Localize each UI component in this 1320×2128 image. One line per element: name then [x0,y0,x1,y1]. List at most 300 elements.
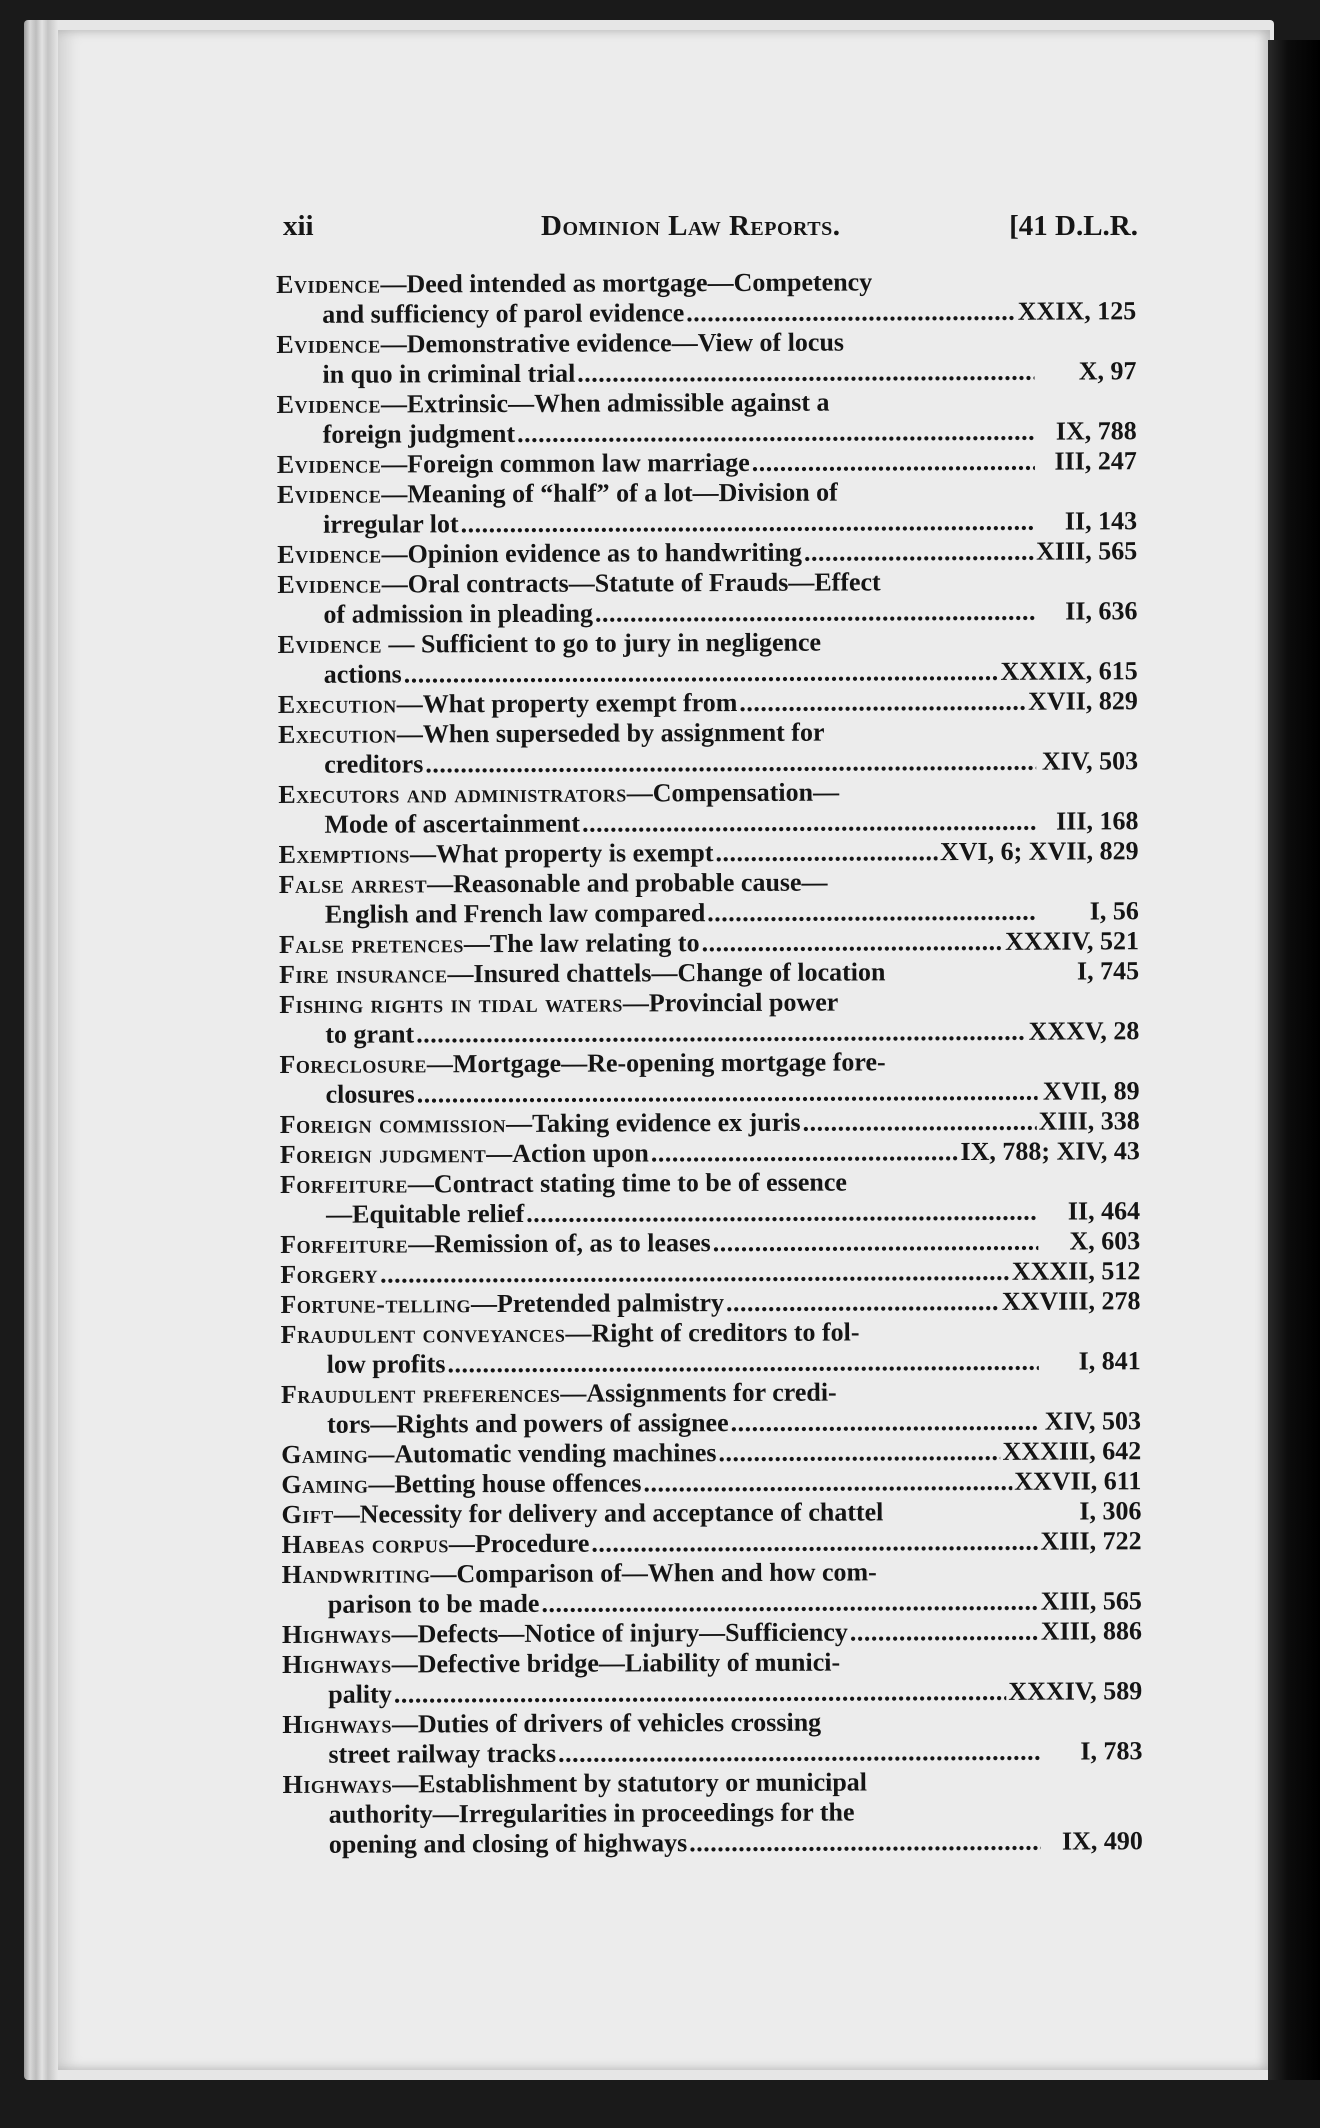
entry-heading: Evidence [276,329,381,359]
entry-line [282,1646,1142,1680]
index-entry [278,776,1138,840]
entry-text-run [279,1047,885,1080]
entry-text-run [279,988,838,1020]
entry-heading: Highways [282,1649,392,1679]
entry-text-run [281,1529,589,1560]
entry-text-run [324,659,402,689]
volume-page-reference: XIII, 338 [1038,1106,1140,1136]
entry-text: —Defective bridge—Liability of munici- [391,1647,841,1679]
index-entry [280,1136,1140,1170]
entry-line [281,1496,1141,1530]
index-entry [278,716,1138,780]
entry-heading: Foreclosure [279,1049,427,1079]
entry-line [280,1076,1140,1110]
entry-line [281,1406,1141,1440]
entry-text: —Comparison of—When and how com- [430,1557,877,1589]
running-title: Dominion Law Reports. [541,210,841,242]
entry-text-run [325,1019,414,1049]
entry-text: —Equitable relief [326,1198,525,1229]
entry-text: parison to be made [327,1588,540,1619]
entry-text: opening and closing of highways [328,1828,688,1859]
leader-dots [651,1137,959,1168]
entry-text-run [277,538,802,570]
entry-heading: Forgery [280,1259,379,1289]
entry-line [276,356,1136,390]
entry-heading: Highways [282,1709,393,1739]
leader-dots [752,447,1035,478]
index-entry [277,446,1137,480]
entry-text-run [278,628,822,660]
entry-text: actions [323,659,402,689]
entry-text-run [282,1557,877,1590]
volume-page-reference: XXXIV, 521 [1004,926,1139,956]
entry-text-run [281,1468,641,1500]
index-entry [280,1286,1140,1320]
entry-heading: Foreign judgment [279,1139,487,1169]
index-entry [280,1256,1140,1290]
leader-dots [804,537,1034,568]
entry-text-run [280,1168,847,1200]
entry-text: closures [325,1079,415,1109]
entry-text: —Remission of, as to leases [408,1228,711,1259]
entry-line [276,326,1136,360]
entry-text: —Automatic vending machines [368,1438,717,1469]
volume-reference: [41 D.L.R. [1009,210,1138,242]
volume-page-reference: XVII, 89 [1042,1076,1140,1106]
entry-heading: False pretences [278,929,464,959]
entry-text: —Taking evidence ex juris [506,1107,801,1139]
entry-text: —Pretended palmistry [470,1288,725,1319]
volume-page-reference: II, 143 [1064,506,1138,536]
leader-dots [558,1737,1040,1769]
entry-text-run [283,1767,868,1800]
book-binding-shadow [1268,40,1320,2080]
entry-line [282,1706,1142,1740]
index-entry [278,836,1138,870]
volume-page-reference: II, 636 [1065,596,1138,626]
index-entry [281,1436,1141,1470]
volume-page-reference: III, 247 [1054,446,1137,476]
entry-line [278,686,1138,720]
leader-dots [577,357,1034,389]
entry-text-run [278,838,713,870]
entry-text: —When superseded by assignment for [396,717,825,749]
entry-heading: Evidence [277,539,382,569]
index-entry [279,1046,1139,1110]
entry-text: —Assignments for credi- [560,1377,837,1408]
leader-dots [731,1407,1040,1438]
entry-heading: Evidence [276,389,382,419]
leader-dots [595,597,1036,629]
entry-line [279,986,1139,1020]
leader-dots [404,657,999,690]
entry-text: —What property is exempt [409,838,714,869]
entry-text: —Duties of drivers of vehicles crossing [391,1707,822,1739]
index-entry [282,1556,1142,1620]
entry-line [281,1526,1141,1560]
index-entry [283,1766,1143,1860]
entry-text: —Right of creditors to fol- [565,1317,860,1348]
entry-text-run [280,1108,801,1140]
entry-text-run [280,1228,711,1260]
entry-text: —Demonstrative evidence—View of locus [380,327,845,359]
leader-dots [803,1107,1037,1138]
leader-dots [591,1527,1038,1559]
entry-heading: Gaming [281,1439,369,1469]
entry-text: English and French law compared [324,898,706,929]
entry-heading: Gift [281,1499,334,1529]
entry-heading: Forfeiture [280,1229,409,1259]
index-entry [277,386,1137,450]
entry-text: —Deed intended as mortgage—Competency [380,267,873,299]
entry-heading: Evidence [276,269,381,299]
entry-text-run [278,718,825,750]
entry-heading: Evidence [276,479,382,509]
entry-text-run [327,1408,729,1440]
volume-page-reference: X, 603 [1069,1226,1141,1256]
volume-page-reference: XIII, 565 [1040,1586,1142,1616]
entry-text-run [323,509,459,540]
entry-text-run [328,1739,556,1770]
volume-page-reference: XXXIV, 589 [1008,1676,1143,1706]
entry-text-run [278,778,839,810]
entry-line [277,536,1137,570]
entry-line [278,716,1138,750]
leader-dots [517,417,1035,449]
entry-text-run [326,1199,524,1230]
entry-line [280,1286,1140,1320]
entry-text: —Opinion evidence as to handwriting [381,537,803,569]
entry-line [280,1196,1140,1230]
entry-gap [883,1520,1041,1521]
entry-text: creditors [324,749,424,779]
leader-dots [582,807,1037,839]
entry-line [278,776,1138,810]
leader-dots [702,927,1004,958]
entry-text-run [277,567,880,600]
entry-heading: Fire insurance [279,959,448,989]
entry-line [279,956,1139,990]
volume-page-reference: I, 56 [1089,896,1139,926]
volume-page-reference: XIII, 565 [1036,536,1138,566]
entry-text: —Necessity for delivery and acceptance of chattel [333,1497,884,1529]
volume-page-reference: XVI, 6; XVII, 829 [939,836,1139,867]
entry-text-run [279,868,828,900]
index-entry [282,1706,1142,1770]
entry-text: tors—Rights and powers of assignee [326,1408,729,1439]
entry-text-run [277,388,830,420]
entry-line [277,446,1137,480]
index-entry [281,1496,1141,1530]
volume-page-reference: X, 97 [1078,356,1137,386]
entry-heading: Foreign commission [279,1109,507,1139]
entry-line [280,1256,1140,1290]
entry-line [282,1616,1142,1650]
entry-heading: Highways [282,1769,393,1799]
entry-text-run [322,359,575,390]
running-header [283,210,1138,250]
leader-dots [416,1017,1027,1050]
leader-dots [689,1827,1041,1859]
index-entries [276,266,1143,1860]
entry-line [277,566,1137,600]
index-entry [278,626,1138,690]
entry-heading: Fishing rights in tidal waters [279,988,623,1019]
entry-line [278,626,1138,660]
entry-text: — Sufficient to go to jury in negligence [381,627,822,659]
entry-heading: Habeas corpus [281,1529,449,1559]
entry-heading: Evidence [277,629,383,659]
entry-text-run [323,419,515,450]
entry-text-run [328,1589,540,1620]
entry-line [279,1016,1139,1050]
entry-text: in quo in criminal trial [322,358,576,389]
entry-line [278,746,1138,780]
entry-heading: False arrest [278,869,428,899]
entry-text-run [329,1828,687,1860]
volume-page-reference: XXIX, 125 [1017,296,1137,326]
index-entry [282,1616,1142,1650]
entry-line [279,866,1139,900]
leader-dots [850,1617,1039,1648]
entry-line [283,1826,1143,1860]
index-entry [279,956,1139,990]
volume-page-reference: XIII, 886 [1040,1616,1143,1646]
entry-text: —Establishment by statutory or municipal [392,1767,868,1799]
entry-text: —Foreign common law marriage [381,447,750,479]
entry-text-run [281,1378,837,1410]
page-folio: xii [283,210,314,242]
entry-text-run [281,1438,716,1470]
entry-text: —Meaning of “half” of a lot—Division of [381,477,838,509]
leader-dots [739,687,1026,718]
leader-dots [425,747,1036,780]
entry-line [282,1586,1142,1620]
entry-text-run [328,1680,392,1710]
entry-text-run [324,809,580,840]
volume-page-reference: IX, 788 [1055,416,1137,446]
index-entry [281,1466,1141,1500]
entry-text: —Provincial power [622,987,839,1018]
entry-line [277,596,1137,630]
entry-text: authority—Irregularities in proceedings for the [328,1797,855,1829]
leader-dots [526,1197,1038,1229]
entry-text: foreign judgment [322,418,516,449]
volume-page-reference: I, 841 [1078,1346,1141,1376]
volume-page-reference: IX, 490 [1061,1826,1143,1856]
entry-line [277,506,1137,540]
entry-text-run [323,599,593,630]
entry-text-run [282,1648,840,1680]
entry-line [282,1556,1142,1590]
leader-dots [715,837,938,868]
entry-text-run [277,478,838,510]
entry-text-run [280,1288,724,1320]
leader-dots [643,1467,1012,1499]
entry-text: —Reasonable and probable cause— [427,867,828,899]
leader-dots [380,1257,1010,1290]
entry-line [282,1676,1142,1710]
entry-line [279,896,1139,930]
volume-page-reference: XIV, 503 [1044,1406,1142,1436]
index-entry [276,266,1136,330]
entry-line [279,1046,1139,1080]
entry-line [278,806,1138,840]
entry-line [277,476,1137,510]
entry-text: of admission in pleading [323,598,594,629]
entry-text-run [280,1138,649,1170]
entry-text: Mode of ascertainment [324,808,581,839]
index-entry [277,566,1137,630]
entry-text: to grant [325,1019,415,1049]
entry-text: —Defects—Notice of injury—Sufficiency [391,1617,848,1649]
volume-page-reference: XXVII, 611 [1014,1466,1142,1496]
entry-line [278,656,1138,690]
entry-text: —The law relating to [463,928,700,959]
entry-text: low profits [326,1349,446,1379]
leader-dots [417,1077,1038,1110]
entry-text: —Mortgage—Re-opening mortgage fore- [426,1047,886,1079]
entry-text-run [277,448,750,480]
entry-heading: Forfeiture [279,1169,408,1199]
leader-dots [707,897,1037,928]
entry-text: —Extrinsic—When admissible against a [380,387,830,419]
leader-dots [686,297,1016,328]
entry-heading: Handwriting [281,1559,431,1589]
entry-text-run [279,957,885,990]
leader-dots [394,1677,1007,1710]
entry-heading: Fortune-telling [280,1289,472,1319]
volume-page-reference: XXVIII, 278 [1001,1286,1141,1316]
entry-text-run [326,1079,415,1109]
entry-text: —Action upon [486,1138,649,1169]
entry-text-run [329,1797,855,1829]
entry-text-run [281,1497,883,1530]
entry-text: pality [328,1679,392,1709]
entry-line [276,266,1136,300]
volume-page-reference: I, 306 [1079,1496,1142,1526]
entry-text: —Betting house offences [368,1468,642,1499]
entry-heading: Fraudulent conveyances [280,1318,566,1349]
index-entry [280,1226,1140,1260]
leader-dots [447,1347,1038,1380]
entry-text: —Compensation— [626,777,840,808]
leader-dots [713,1227,1039,1258]
entry-text-run [280,1260,378,1290]
entry-heading: Execution [277,719,397,749]
entry-text-run [325,898,706,930]
leader-dots [541,1587,1038,1619]
entry-line [277,416,1137,450]
volume-page-reference: XVII, 829 [1028,686,1138,716]
entry-text-run [282,1618,848,1650]
entry-line [281,1436,1141,1470]
index-entry [282,1646,1142,1710]
volume-page-reference: I, 783 [1080,1736,1143,1766]
entry-line [281,1346,1141,1380]
index-entry [281,1316,1141,1380]
volume-page-reference: I, 745 [1076,956,1140,986]
entry-text: —What property exempt from [396,687,738,719]
volume-page-reference: XIII, 722 [1040,1526,1142,1556]
entry-text: —Oral contracts—Statute of Frauds—Effect [381,567,881,599]
entry-heading: Evidence [277,569,382,599]
volume-page-reference: XIV, 503 [1041,746,1139,776]
index-entry [280,1106,1140,1140]
entry-line [280,1166,1140,1200]
index-entry [277,536,1137,570]
entry-line [281,1316,1141,1350]
entry-text-run [327,1349,446,1380]
volume-page-reference: XXXIX, 615 [1000,656,1138,686]
entry-text: —Procedure [448,1528,590,1559]
entry-text: street railway tracks [328,1738,557,1769]
volume-page-reference: XXXII, 512 [1011,1256,1141,1286]
entry-gap [885,980,1039,981]
index-entry [281,1376,1141,1440]
entry-line [279,926,1139,960]
entry-text: and sufficiency of parol evidence [322,298,685,329]
entry-line [280,1226,1140,1260]
entry-text-run [276,267,872,300]
entry-text-run [281,1317,860,1350]
entry-line [283,1766,1143,1800]
index-entry [279,986,1139,1050]
leader-dots [726,1287,1000,1318]
entry-line [276,296,1136,330]
index-entry [279,866,1139,930]
entry-heading: Exemptions [278,839,410,869]
index-entry [280,1166,1140,1230]
entry-heading: Highways [281,1619,392,1649]
entry-heading: Gaming [281,1469,369,1499]
entry-text-run [324,749,423,779]
volume-page-reference: II, 464 [1067,1196,1141,1226]
entry-text-run [282,1708,821,1740]
entry-text-run [278,688,738,720]
volume-page-reference: XXXIII, 642 [1002,1436,1142,1466]
entry-text-run [276,328,844,360]
volume-page-reference: IX, 788; XIV, 43 [960,1136,1140,1167]
entry-line [283,1796,1143,1830]
entry-text: —Insured chattels—Change of location [447,957,886,989]
index-entry [279,926,1139,960]
index-entry [277,476,1137,540]
entry-text-run [279,928,700,960]
entry-line [277,386,1137,420]
entry-text: irregular lot [323,509,459,539]
entry-line [280,1106,1140,1140]
entry-heading: Execution [277,689,397,719]
volume-page-reference: III, 168 [1055,806,1139,836]
entry-line [281,1376,1141,1410]
entry-text-run [322,298,684,330]
index-entry [276,326,1136,390]
entry-heading: Executors and administrators [278,778,627,809]
index-entry [281,1526,1141,1560]
leader-dots [718,1437,1000,1468]
entry-line [282,1736,1142,1770]
entry-text: —Contract stating time to be of essence [407,1167,847,1199]
entry-line [281,1466,1141,1500]
volume-page-reference: XXXV, 28 [1028,1016,1140,1046]
entry-line [278,836,1138,870]
index-entry [278,686,1138,720]
entry-heading: Fraudulent preferences [280,1378,561,1409]
entry-heading: Evidence [276,449,382,479]
entry-line [280,1136,1140,1170]
leader-dots [461,507,1036,540]
